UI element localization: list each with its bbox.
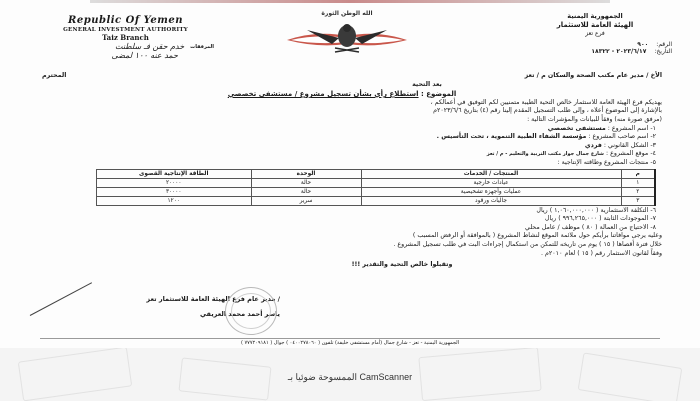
item-label: اسم صاحب المشروع : [588, 133, 649, 141]
date-value: ٢٠٢٣/٦/١٧ - ١٨٣٢٢ [591, 48, 647, 55]
branch-name-ar: فرع تعز [585, 30, 605, 37]
watermark-brand: CamScanner [359, 372, 413, 382]
arabic-letterhead [520, 12, 670, 37]
cell-product: جاليات ورقود [361, 196, 621, 205]
project-details-list [22, 125, 662, 168]
list-item [22, 125, 656, 134]
item-value: ( ١,٠٦٠,٠٠٠,٠٠٠ ) ريال [536, 206, 599, 214]
reference-block [522, 41, 672, 55]
handwritten-note-1: خدم حقن فـ سلطنت [115, 42, 185, 51]
item-label: موقع المشروع : [606, 150, 649, 158]
subject-line [22, 90, 662, 99]
col-header-product: المنتجات / الخدمات [361, 169, 621, 178]
handwritten-note-2: حمد عنه ١٠٠ لمضى [111, 51, 178, 60]
item-label: اسم المشروع : [607, 124, 649, 132]
official-stamp-icon [225, 287, 277, 335]
attachments-label: المرفقات [190, 43, 214, 50]
item-label: منتجات المشروع وطاقته الإنتاجية : [557, 158, 649, 166]
list-item [22, 207, 656, 216]
item-label: الموجودات الثابتة [603, 215, 649, 223]
subject-label: الموضوع : [420, 90, 457, 99]
cell-unit: حالة [251, 178, 361, 187]
national-emblem [272, 10, 422, 58]
table-row [97, 196, 656, 205]
item-label: الاحتياج من العمالة [599, 223, 649, 231]
english-letterhead [18, 15, 233, 42]
col-header-unit: الوحدة [251, 169, 361, 178]
recipient: الأخ / مدير عام مكتب الصحة والسكان م / تعز [524, 72, 662, 79]
intro-line: بالإشارة إلى الموضوع أعلاه ، وإلى طلب التسجيل المقدم إلينا رقم (٤) بتاريخ ٢٠٢٣/٦/٦م [433, 107, 662, 115]
request-line: وفقاً لقانون الاستثمار رقم ( ١٥ ) لعام ٢٠١٠م . [541, 249, 662, 257]
item-number: ٣- [650, 141, 656, 149]
col-header-num: م [621, 169, 655, 178]
item-label: الشكل القانوني : [603, 141, 649, 149]
authority-name-ar: الهيئة العامة للاستثمار [556, 21, 634, 29]
cell-unit: حالة [251, 187, 361, 196]
subject-value: استطلاع رأي بشأن تسجيل مشروع / مستشفى تخصصي [227, 90, 419, 99]
col-header-capacity: الطاقة الإنتاجية القصوى [97, 169, 252, 178]
item-number: ٦- [650, 206, 656, 214]
footer-address: الجمهورية اليمنية - تعز - شارع جمال (أمام مستشفى خليفة) تلفون ( ٠٤٠٠٢٧٨٠٦٠ ) جوال ( ٧٧٧٢٠٩١٨١ ) [240, 340, 460, 346]
cell-num: ٢ [621, 187, 655, 196]
table-header-row [97, 169, 656, 178]
table-row [97, 178, 656, 187]
ref-number-label: الرقم: [656, 41, 672, 48]
closing-line: وتقبلوا خالص التحية والتقدير !!! [351, 261, 453, 269]
list-item [22, 133, 656, 142]
table-row [97, 187, 656, 196]
country-name-ar: الجمهورية اليمنية [567, 12, 623, 20]
letter-body [22, 72, 662, 270]
signatory-name: ياسر أحمد محمد العريقي [199, 310, 280, 318]
recipient-line [22, 72, 662, 81]
authority-name-en: GENERAL INVESTMENT AUTHORITY [63, 27, 188, 33]
intro-paragraph [22, 99, 662, 125]
emblem-motto: الله الوطن الثورة [321, 10, 373, 17]
request-line: وعليه يرجى موافاتنا برأيكم حول ملائمة الموقع لنشاط المشروع ( بالموافقة أو الرفض المسبب ) [412, 232, 662, 240]
cell-num: ١ [621, 178, 655, 187]
camscanner-watermark [0, 372, 700, 383]
cell-num: ٣ [621, 196, 655, 205]
cell-capacity: ٢٠٠٠٠ [97, 178, 252, 187]
recipient-title: المحترم [42, 72, 67, 79]
item-value: فردي [584, 141, 602, 149]
item-value: ( ٩٩٦,٢٦٥,٠٠٠ ) ريال [544, 215, 602, 223]
eagle-emblem-icon [277, 18, 417, 54]
request-line: خلال فترة أقصاها ( ١٥ ) يوم من تاريخه للتمكن من استكمال إجراءات البت في طلب تسجيل المشروع . [393, 240, 662, 248]
cell-capacity: ٣٠٠٠٠ [97, 187, 252, 196]
item-number: ٥- [650, 158, 656, 166]
request-paragraph [22, 232, 662, 258]
cell-capacity: ١٢٠٠ [97, 196, 252, 205]
list-item [22, 215, 656, 224]
list-item [22, 150, 656, 159]
item-number: ٤- [650, 150, 656, 158]
greeting: بعد التحية [412, 80, 442, 88]
cell-unit: سرير [251, 196, 361, 205]
item-value: ( ٨٠ ) موظف / عامل محلي [524, 223, 598, 231]
cell-product: عيادات خارجية [361, 178, 621, 187]
item-value: مستشفى تخصصي [547, 124, 606, 132]
item-number: ٢- [650, 133, 656, 141]
intro-line: يهديكم فرع الهيئة العامة للاستثمار خالص التحية الطيبة متمنيين لكم التوفيق في أعمالكم ، [430, 98, 662, 106]
item-number: ١- [650, 124, 656, 132]
financial-details-list [22, 207, 662, 233]
products-table [96, 169, 656, 206]
date-label: التاريخ: [654, 48, 672, 55]
ref-number-value: ٩٠٠ [637, 41, 649, 48]
item-label: التكلفة الاستثمارية [600, 206, 649, 214]
attachments-block [14, 42, 214, 60]
top-edge-strip [90, 0, 610, 3]
item-value: شارع جمال جوار مكتب التربية والتعليم - م / تعز [486, 151, 604, 158]
cell-product: عمليات وأجهزة تشخيصية [361, 187, 621, 196]
item-value: مؤسسة الشفاء الطبية التنموية ، تحت التأسيس . [436, 133, 587, 141]
item-number: ٧- [650, 215, 656, 223]
country-name-en: Republic Of Yemen [68, 15, 183, 26]
signatory-title: / مدير عام فرع الهيئة العامة للاستثمار تعز [146, 295, 280, 303]
footer-divider [40, 338, 660, 339]
list-item [22, 142, 656, 151]
list-item [22, 159, 656, 168]
intro-line: (مرفق صورة منه) وفقاً للبيانات والمؤشرات التالية : [527, 115, 662, 123]
branch-name-en: Taiz Branch [102, 33, 149, 42]
watermark-arabic: الممسوحة ضوئيا بـ [287, 372, 358, 382]
item-number: ٨- [650, 223, 656, 231]
